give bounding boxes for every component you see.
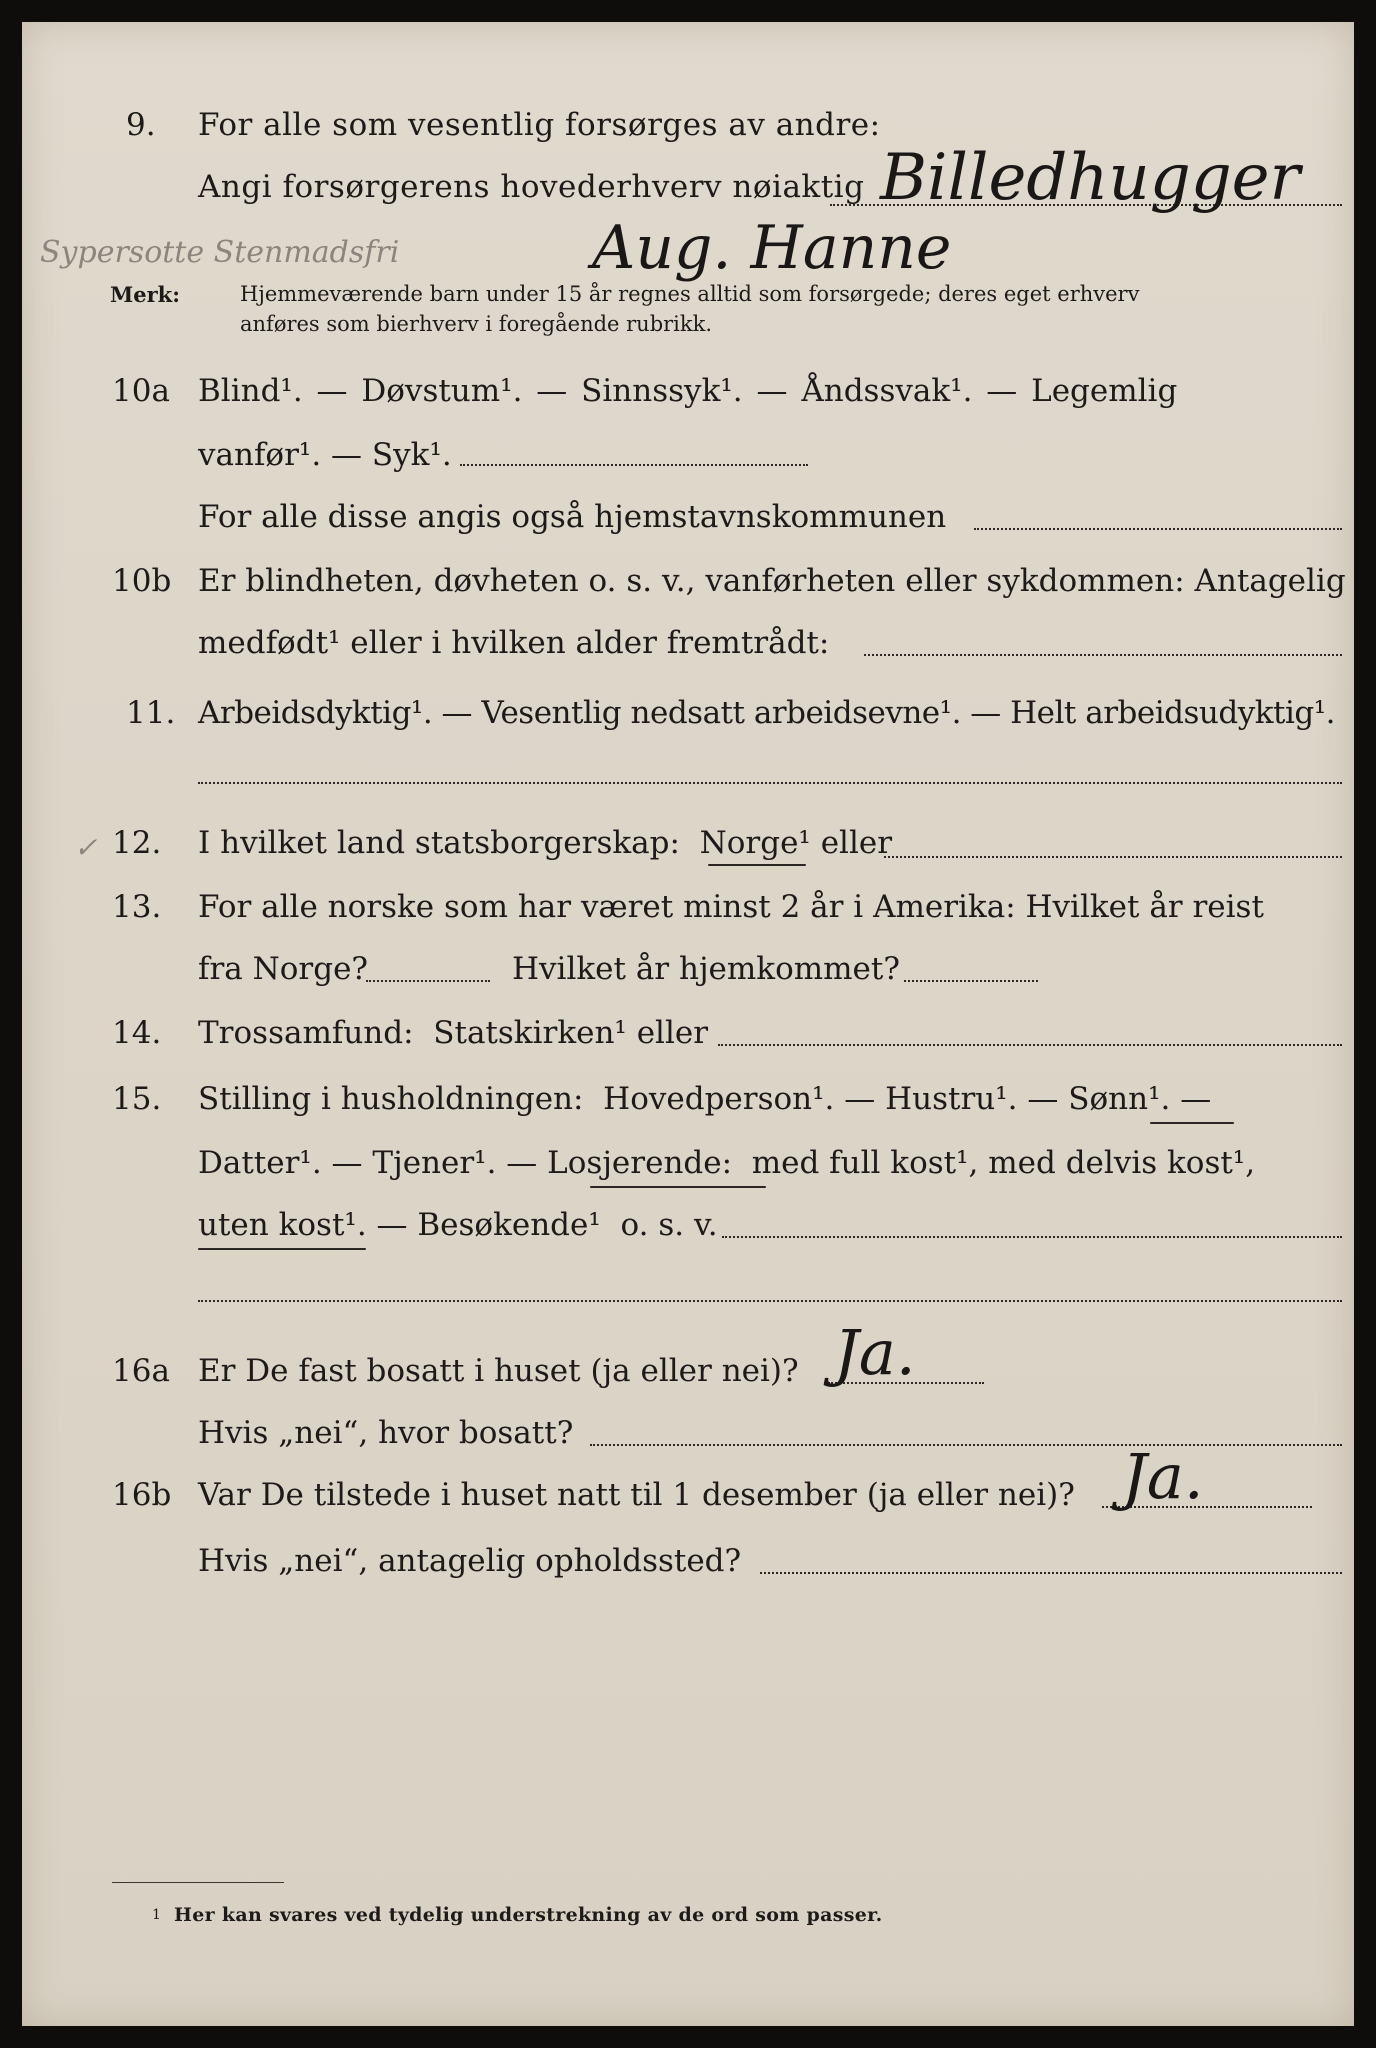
footnote-text: Her kan svares ved tydelig understrekning av de ord som passer. xyxy=(174,1904,883,1926)
q9-line1: For alle som vesentlig forsørges av andre: xyxy=(198,107,881,143)
q11-number: 11. xyxy=(126,695,176,731)
footnote-rule xyxy=(112,1882,284,1883)
q9-handwritten-occupation: Billedhugger xyxy=(880,141,1301,215)
q16b-number: 16b xyxy=(112,1477,172,1513)
q10a-line2: vanfør¹. — Syk¹. xyxy=(198,437,452,473)
q11-answer-dots xyxy=(198,782,1342,784)
q14-answer-dots xyxy=(718,1044,1342,1046)
q10a-line1: Blind¹. — Døvstum¹. — Sinnssyk¹. — Åndssvak¹. — Legemlig xyxy=(198,373,1178,409)
q15-number: 15. xyxy=(112,1081,162,1117)
q10a-line2-dots xyxy=(460,464,808,466)
q14-line1: Trossamfund: Statskirken¹ eller xyxy=(198,1015,709,1051)
q10b-line2-dots xyxy=(864,654,1342,656)
q16a-handwritten-answer: Ja. xyxy=(834,1316,916,1389)
q13-line2a: fra Norge? xyxy=(198,951,369,987)
q13-line2b: Hvilket år hjemkommet? xyxy=(512,951,900,987)
q15-losjerende-underline xyxy=(590,1186,766,1188)
q10a-line3-dots xyxy=(974,528,1342,530)
q10a-number: 10a xyxy=(112,373,170,409)
q11-line1: Arbeidsdyktig¹. — Vesentlig nedsatt arbeidsevne¹. — Helt arbeidsudyktig¹. xyxy=(198,695,1336,731)
census-form-page xyxy=(22,22,1354,2026)
q14-number: 14. xyxy=(112,1015,162,1051)
q15-line1: Stilling i husholdningen: Hovedperson¹. — Hustru¹. — Sønn¹. — xyxy=(198,1081,1212,1117)
q13-reist-dots xyxy=(366,980,490,982)
q16a-line2-dots xyxy=(590,1444,1342,1446)
q16a-line1: Er De fast bosatt i huset (ja eller nei)? xyxy=(198,1353,799,1389)
merk-line2: anføres som bierhverv i foregående rubrikk. xyxy=(240,312,713,336)
q13-number: 13. xyxy=(112,889,162,925)
merk-label: Merk: xyxy=(110,282,180,307)
q13-line1: For alle norske som har været minst 2 år i Amerika: Hvilket år reist xyxy=(198,889,1264,925)
q16a-line2: Hvis „nei“, hvor bosatt? xyxy=(198,1415,574,1451)
q10b-number: 10b xyxy=(112,563,172,599)
q13-hjemkommet-dots xyxy=(904,980,1038,982)
q15-uten-kost-underline xyxy=(198,1248,366,1250)
q9-pencil-note: Sypersotte Stenmadsfri xyxy=(40,235,400,270)
q16b-line1: Var De tilstede i huset natt til 1 desember (ja eller nei)? xyxy=(198,1477,1075,1513)
footnote-mark: 1 xyxy=(152,1907,161,1923)
q16a-number: 16a xyxy=(112,1353,170,1389)
q15-sonn-underline xyxy=(1150,1122,1234,1124)
q12-answer-dots xyxy=(884,856,1342,858)
q15-line2: Datter¹. — Tjener¹. — Losjerende: med full kost¹, med delvis kost¹, xyxy=(198,1145,1256,1181)
q12-line1: I hvilket land statsborgerskap: Norge¹ eller xyxy=(198,825,893,861)
q15-answer-dots xyxy=(198,1300,1342,1302)
q10b-line1: Er blindheten, døvheten o. s. v., vanførheten eller sykdommen: Antagelig xyxy=(198,563,1346,599)
q16b-line2-dots xyxy=(760,1572,1342,1574)
q15-line3: uten kost¹. — Besøkende¹ o. s. v. xyxy=(198,1207,718,1243)
q15-line3-dots xyxy=(722,1236,1342,1238)
q10a-line3: For alle disse angis også hjemstavnskommunen xyxy=(198,499,947,535)
q12-number: 12. xyxy=(112,825,162,861)
q16b-line2: Hvis „nei“, antagelig opholdssted? xyxy=(198,1543,742,1579)
q9-number: 9. xyxy=(126,107,156,143)
q12-norge-underline xyxy=(708,864,806,866)
q9-line2: Angi forsørgerens hovederhverv nøiaktig xyxy=(198,169,865,205)
q16b-handwritten-answer: Ja. xyxy=(1122,1440,1204,1513)
q10b-line2: medfødt¹ eller i hvilken alder fremtrådt: xyxy=(198,625,830,661)
q12-pencil-check: ✓ xyxy=(74,831,98,864)
q9-handwritten-name: Aug. Hanne xyxy=(592,213,952,283)
merk-line1: Hjemmeværende barn under 15 år regnes alltid som forsørgede; deres eget erhverv xyxy=(240,282,1140,306)
